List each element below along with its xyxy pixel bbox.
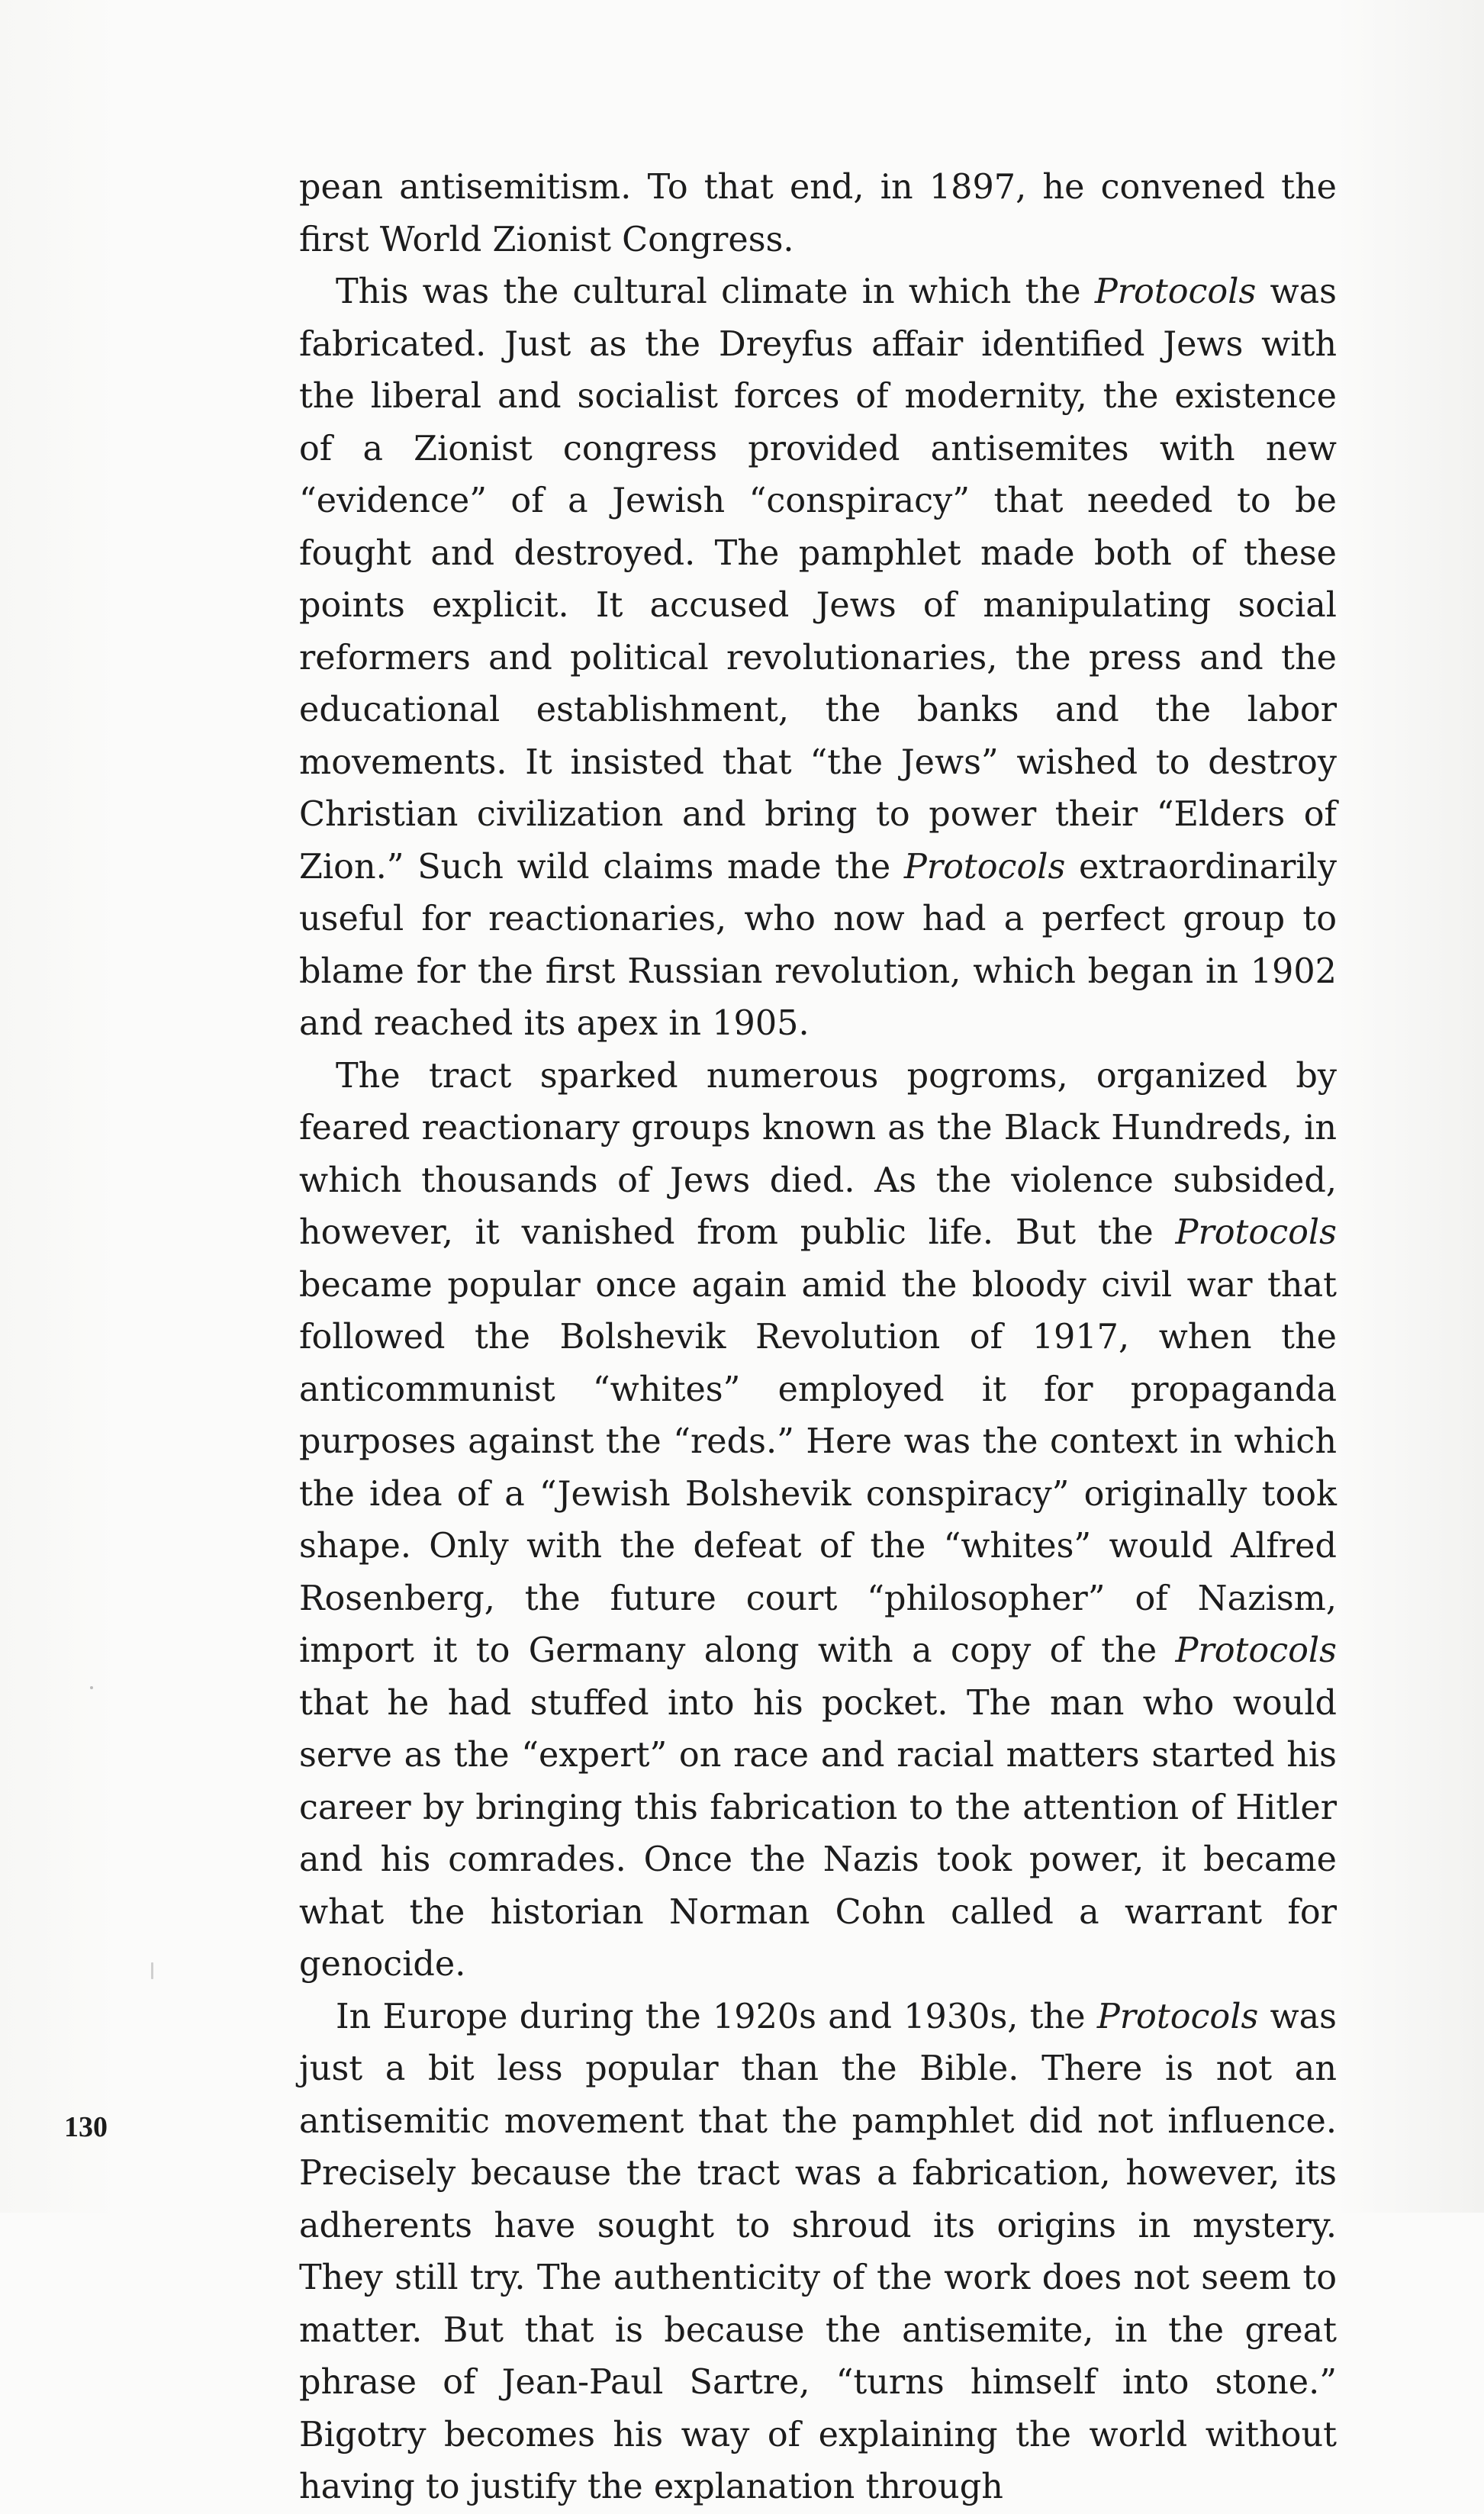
text-run: became popular once again amid the bloody civil war that followed the Bolshevik Revolution of 1917, when the anticommunist “whites” employed it for propaganda purposes against the “reds.” Here was the context in which the idea of a “Jewish Bolshevik conspiracy” originally took shape. Only with the defeat of the “whites” would Alfred Rosenberg, the future court “philosopher” of Nazism, import it to Germany along with a copy of the <box>299 1265 1337 1670</box>
italic-title: Protocols <box>903 847 1066 887</box>
italic-title: Protocols <box>1096 1997 1259 2036</box>
paragraph-4 <box>299 1991 1337 2514</box>
italic-title: Protocols <box>1175 1631 1337 1670</box>
paragraph-2 <box>299 266 1337 1051</box>
text-run: In Europe during the 1920s and 1930s, the <box>336 1997 1097 2036</box>
text-run: pean antisemitism. To that end, in 1897, he convened the first World Zionist Congress. <box>299 168 1337 259</box>
scan-mark <box>151 1962 153 1979</box>
page-number: 130 <box>64 2111 108 2143</box>
scan-speck <box>90 1686 93 1689</box>
text-run: extraordinarily useful for reactionaries, who now had a perfect group to blame for the first Russian revolution, which began in 1902 and reached its apex in 1905. <box>299 847 1337 1043</box>
italic-title: Protocols <box>1175 1213 1337 1252</box>
text-run: that he had stuffed into his pocket. The man who would serve as the “expert” on race and racial matters started his career by bringing this fabrication to the attention of Hitler and his comrades. Once the Nazis took power, it became what the historian Norman Cohn called a warrant for genocide. <box>299 1683 1337 1984</box>
text-run: was fabricated. Just as the Dreyfus affair identified Jews with the liberal and socialist forces of modernity, the existence of a Zionist congress provided antisemites with new “evidence” of a Jewish “conspiracy” that needed to be fought and destroyed. The pamphlet made both of these points explicit. It accused Jews of manipulating social reformers and political revolutionaries, the press and the educational establishment, the banks and the labor movements. It insisted that “the Jews” wished to destroy Christian civilization and bring to power their “Elders of Zion.” Such wild claims made the <box>299 272 1337 887</box>
paragraph-3 <box>299 1051 1337 1991</box>
text-run: This was the cultural climate in which the <box>336 272 1095 311</box>
text-run: The tract sparked numerous pogroms, organized by feared reactionary groups known as the Black Hundreds, in which thousands of Jews died. As the violence subsided, however, it vanished from public life. But the <box>299 1056 1337 1252</box>
text-run: was just a bit less popular than the Bible. There is not an antisemitic movement that the pamphlet did not influence. Precisely because the tract was a fabrication, however, its adherents have sought to shroud its origins in mystery. They still try. The authenticity of the work does not seem to matter. But that is because the antisemite, in the great phrase of Jean-Paul Sartre, “turns himself into stone.” Bigotry becomes his way of explaining the world without having to justify the explanation through <box>299 1997 1337 2506</box>
body-text <box>299 162 1337 2514</box>
paragraph-1 <box>299 162 1337 266</box>
italic-title: Protocols <box>1094 272 1257 311</box>
